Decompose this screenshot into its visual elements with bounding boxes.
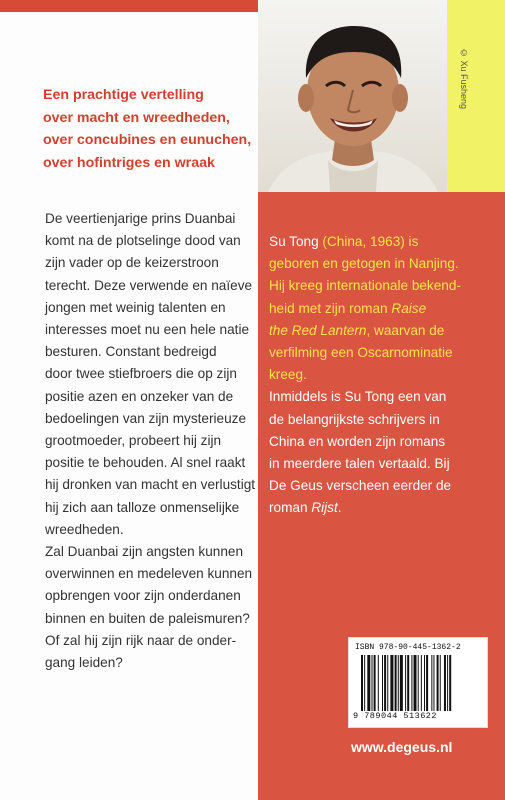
barcode-bar — [431, 655, 432, 711]
barcode-bar — [421, 655, 422, 711]
author-photo — [258, 0, 447, 192]
isbn-barcode — [348, 637, 488, 728]
barcode-bar — [400, 655, 403, 711]
author-portrait-illustration — [258, 0, 447, 192]
barcode-bar — [426, 655, 428, 711]
publisher-website[interactable]: www.degeus.nl — [351, 739, 453, 755]
description-line: positie azen en onzeker van de — [45, 388, 234, 404]
tagline-line: over macht en wreedheden, — [43, 109, 230, 126]
barcode-bar — [395, 655, 397, 711]
bio-line: De Geus verscheen eerder de — [269, 478, 452, 494]
book-title-rijst: Rijst — [311, 500, 338, 516]
bio-line: de belangrijkste schrijvers in — [269, 411, 440, 427]
barcode-bar — [414, 655, 417, 711]
barcode-number: 9 789044 513622 — [353, 711, 438, 721]
barcode-bar — [411, 655, 412, 711]
description-line: terecht. Deze verwende en naïeve — [45, 277, 253, 293]
barcode-bar — [364, 655, 365, 711]
barcode-bar — [387, 655, 388, 711]
barcode-bar — [433, 655, 434, 711]
author-bio — [269, 231, 501, 520]
barcode-bar — [378, 655, 379, 711]
barcode-bar — [418, 655, 419, 711]
description-line: interesses moet nu een hele natie — [45, 322, 250, 338]
description-line: bedoelingen van zijn mysterieuze — [45, 410, 247, 426]
bio-line: Inmiddels is Su Tong een van — [269, 389, 447, 405]
bio-line: geboren en getogen in Nanjing. — [269, 256, 459, 272]
barcode-bar — [407, 655, 409, 711]
description-line: overwinnen en medeleven kunnen — [45, 566, 253, 582]
isbn-label: ISBN 978-90-445-1362-2 — [355, 643, 461, 652]
book-title-raise: Raise — [391, 300, 427, 316]
bio-line: verfilming een Oscarnominatie — [269, 345, 453, 361]
barcode-bar — [449, 655, 451, 711]
barcode-bar — [440, 655, 441, 711]
description-line: zijn vader op de keizerstroon — [45, 255, 219, 271]
barcode-bar — [374, 655, 376, 711]
description-line: hij dronken van macht en verlustigt — [45, 477, 256, 493]
barcode-bar — [382, 655, 383, 711]
barcode-bar — [405, 655, 406, 711]
barcode-bar — [447, 655, 448, 711]
description-line: jongen met weinig talenten en — [45, 299, 226, 315]
description-line: De veertienjarige prins Duanbai — [45, 211, 236, 226]
barcode-bar — [384, 655, 386, 711]
book-description — [45, 208, 255, 674]
barcode-bar — [372, 655, 373, 711]
description-line: Of zal hij zijn rijk naar de onder- — [45, 632, 237, 648]
barcode-bar — [367, 655, 370, 711]
tagline-line: over concubines en eunuchen, — [43, 132, 252, 148]
barcode-bar — [424, 655, 425, 711]
description-line: Zal Duanbai zijn angsten kunnen — [45, 544, 243, 560]
tagline — [43, 84, 253, 174]
bio-text: heid met zijn roman — [269, 300, 392, 316]
barcode-bars — [361, 655, 481, 711]
description-line: opbrengen voor zijn onderdanen — [45, 588, 241, 604]
description-line: grootmoeder, probeert hij zijn — [45, 433, 222, 449]
description-line: binnen en buiten de paleismuren? — [45, 610, 250, 626]
photo-credit: © Xu Fusheng — [459, 48, 469, 110]
book-title-red-lantern: the Red Lantern — [269, 322, 367, 338]
bio-text: , waarvan de — [366, 322, 445, 338]
barcode-bar — [444, 655, 446, 711]
description-line: besturen. Constant bedreigd — [45, 344, 217, 360]
description-line: door twee stiefbroers die op zijn — [45, 366, 237, 382]
bio-line: Hij kreeg internationale bekend- — [269, 278, 461, 294]
bio-text: roman — [269, 500, 312, 516]
barcode-bar — [361, 655, 363, 711]
tagline-line: over hofintriges en wraak — [43, 154, 215, 171]
description-line: wreedheden. — [45, 521, 124, 537]
barcode-bar — [437, 655, 439, 711]
barcode-bar — [398, 655, 399, 711]
description-line: hij zich aan talloze onmenselijke — [45, 499, 240, 515]
bio-text: . — [337, 500, 342, 516]
bio-line: China en worden zijn romans — [269, 433, 446, 449]
bio-line: in meerdere talen vertaald. Bij — [269, 456, 450, 472]
tagline-line: Een prachtige vertelling — [43, 87, 204, 103]
bio-line: kreeg. — [269, 367, 307, 383]
author-name: Su Tong — [269, 234, 319, 249]
barcode-bar — [390, 655, 393, 711]
description-line: positie te behouden. Al snel raakt — [45, 455, 246, 471]
bio-text: (China, 1963) is — [318, 234, 419, 249]
description-line: gang leiden? — [45, 655, 123, 671]
description-line: komt na de plotselinge dood van — [45, 233, 241, 249]
